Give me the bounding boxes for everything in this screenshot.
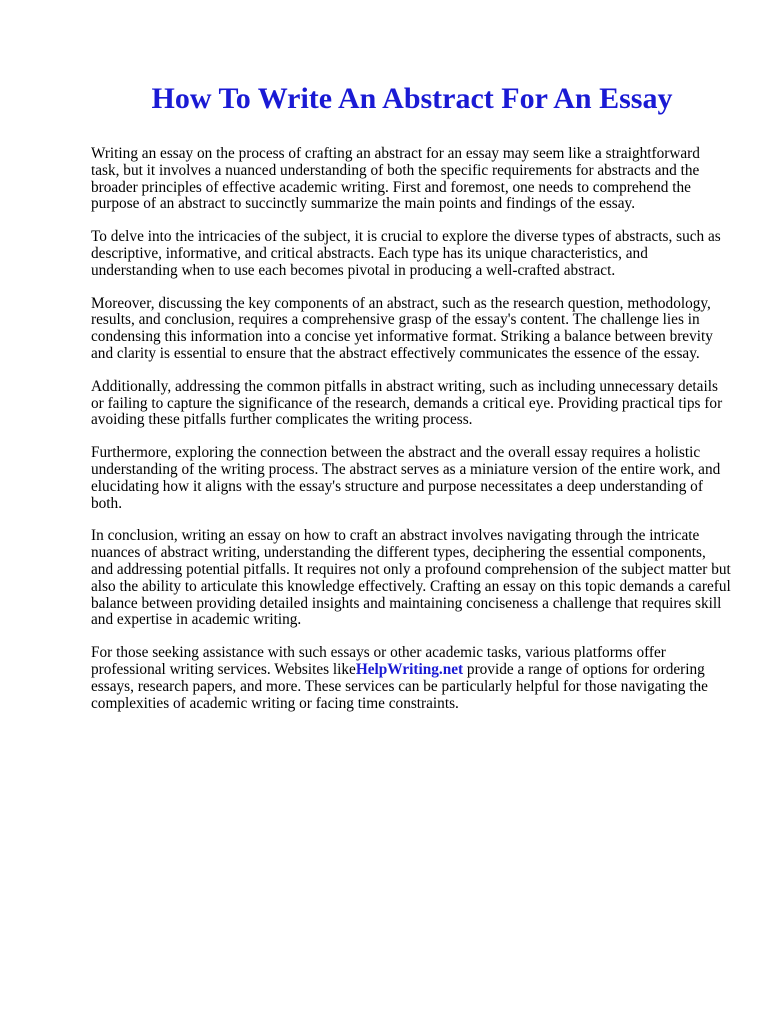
page-title: How To Write An Abstract For An Essay [151, 82, 673, 115]
helpwriting-link[interactable]: HelpWriting.net [355, 660, 464, 678]
paragraph-7 [91, 645, 731, 712]
paragraph-3: Moreover, discussing the key components of an abstract, such as the research question, methodology, results, and conclusion, requires a comprehensive grasp of the essay's content. The challenge lies in condensing this information into a concise yet informative format. Striking a balance between brevity and clarity is essential to ensure that the abstract effectively communicates the essence of the essay. [91, 294, 713, 362]
article-body [91, 146, 731, 728]
paragraph-7-trailing-text: provide a range of options for ordering essays, research papers, and more. These services can be particularly helpful for those navigating the complexities of academic writing or facing time constraints. [91, 660, 708, 712]
paragraph-1: Writing an essay on the process of crafting an abstract for an essay may seem like a straightforward task, but it involves a nuanced understanding of both the specific requirements for abstracts and the broader principles of effective academic writing. First and foremost, one needs to comprehend the purpose of an abstract to succinctly summarize the main points and findings of the essay. [91, 145, 700, 213]
paragraph-4: Additionally, addressing the common pitfalls in abstract writing, such as including unnecessary details or failing to capture the significance of the research, demands a critical eye. Providing practical tips for avoiding these pitfalls further complicates the writing process. [91, 377, 723, 429]
paragraph-2: To delve into the intricacies of the subject, it is crucial to explore the diverse types of abstracts, such as descriptive, informative, and critical abstracts. Each type has its unique characteristics, and understanding when to use each becomes pivotal in producing a well-crafted abstract. [91, 228, 721, 279]
paragraph-5: Furthermore, exploring the connection between the abstract and the overall essay requires a holistic understanding of the writing process. The abstract serves as a miniature version of the entire work, and elucidating how it aligns with the essay's structure and purpose necessitates a deep understanding of both. [91, 444, 721, 512]
paragraph-6: In conclusion, writing an essay on how to craft an abstract involves navigating through the intricate nuances of abstract writing, understanding the different types, deciphering the essential components, and addressing potential pitfalls. It requires not only a profound comprehension of the subject matter but also the ability to articulate this knowledge effectively. Crafting an essay on this topic demands a careful balance between providing detailed insights and maintaining conciseness a challenge that requires skill and expertise in academic writing. [91, 527, 731, 629]
paragraph-7-lead-text: For those seeking assistance with such essays or other academic tasks, various platforms offer professional writing services. Websites like [91, 644, 666, 678]
